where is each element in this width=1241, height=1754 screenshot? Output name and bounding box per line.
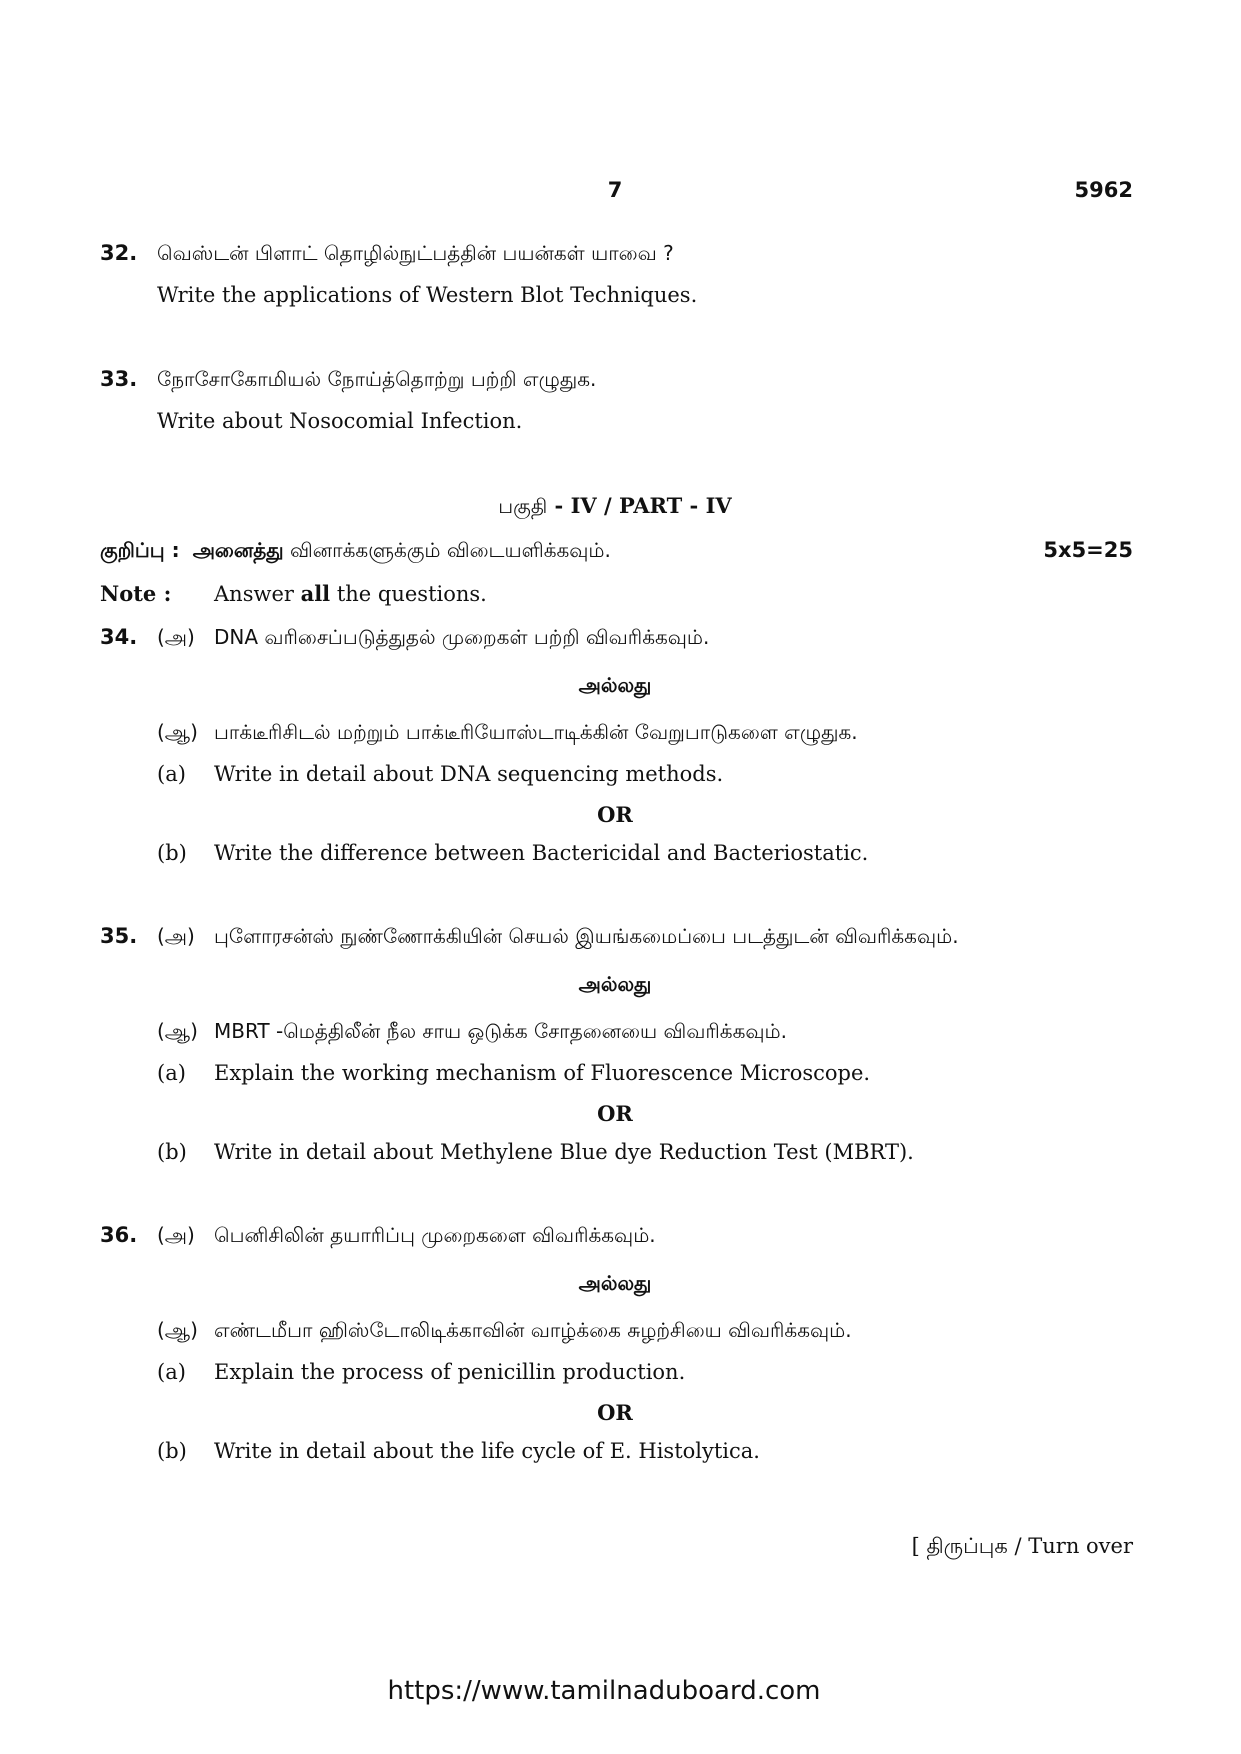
option-label-tamil: (அ) [157,924,195,948]
note-label-english: Note : [100,581,172,606]
option-label-tamil: (ஆ) [157,720,198,744]
or-english: OR [597,802,633,827]
note-label-tamil: குறிப்பு : [100,538,180,562]
option-label-tamil: (அ) [157,1223,195,1247]
or-english: OR [597,1101,633,1126]
question-32-tamil: வெஸ்டன் பிளாட் தொழில்நுட்பத்தின் பயன்கள் யாவை ? [157,241,674,265]
question-34b-english: Write the difference between Bactericidal and Bacteriostatic. [214,841,869,865]
note-tamil [100,538,611,565]
or-tamil: அல்லது [578,673,652,697]
question-36b-english: Write in detail about the life cycle of E. Histolytica. [214,1439,760,1463]
question-35b-tamil: MBRT -மெத்திலீன் நீல சாய ஒடுக்க சோதனையை விவரிக்கவும். [214,1019,787,1043]
paper-code: 5962 [1074,178,1133,202]
part-heading-english: IV / PART - IV [570,493,732,518]
question-number: 34. [100,625,138,649]
question-number: 33. [100,367,138,391]
question-33-english: Write about Nosocomial Infection. [157,409,523,433]
source-url[interactable]: https://www.tamilnaduboard.com [387,1676,821,1706]
option-label: (a) [157,762,186,786]
or-tamil: அல்லது [578,972,652,996]
question-36b-tamil: எண்டமீபா ஹிஸ்டோலிடிக்காவின் வாழ்க்கை சுழற்சியை விவரிக்கவும். [214,1318,852,1342]
question-32-english: Write the applications of Western Blot Techniques. [157,283,698,307]
option-label: (b) [157,1140,187,1164]
option-label-tamil: (ஆ) [157,1318,198,1342]
option-label-tamil: (அ) [157,625,195,649]
note-english [214,581,487,606]
note-bold-tamil: அனைத்து [192,538,284,562]
option-label: (b) [157,1439,187,1463]
note-rest-tamil: வினாக்களுக்கும் விடையளிக்கவும். [283,538,611,562]
note-post: the questions. [330,582,487,606]
page-number: 7 [607,178,623,202]
question-35a-tamil: புளோரசன்ஸ் நுண்ணோக்கியின் செயல் இயங்கமைப்பை படத்துடன் விவரிக்கவும். [214,924,959,948]
question-34b-tamil: பாக்டீரிசிடல் மற்றும் பாக்டீரியோஸ்டாடிக்கின் வேறுபாடுகளை எழுதுக. [214,720,858,744]
marks-scheme: 5x5=25 [1043,538,1133,562]
question-34a-english: Write in detail about DNA sequencing methods. [214,762,724,786]
question-36a-english: Explain the process of penicillin production. [214,1360,686,1384]
question-35a-english: Explain the working mechanism of Fluorescence Microscope. [214,1061,871,1085]
part-heading-separator: - [547,493,571,518]
part-heading [498,493,731,521]
option-label: (a) [157,1360,186,1384]
option-label: (a) [157,1061,186,1085]
or-english: OR [597,1400,633,1425]
question-35b-english: Write in detail about Methylene Blue dye Reduction Test (MBRT). [214,1140,914,1164]
question-34a-tamil: DNA வரிசைப்படுத்துதல் முறைகள் பற்றி விவரிக்கவும். [214,625,710,649]
note-all: all [300,581,331,606]
turn-over: [ திருப்புக / Turn over [911,1534,1133,1558]
option-label-tamil: (ஆ) [157,1019,198,1043]
question-number: 32. [100,241,138,265]
option-label: (b) [157,841,187,865]
or-tamil: அல்லது [578,1271,652,1295]
part-heading-tamil: பகுதி [498,494,548,518]
question-33-tamil: நோசோகோமியல் நோய்த்தொற்று பற்றி எழுதுக. [157,367,597,391]
question-36a-tamil: பெனிசிலின் தயாரிப்பு முறைகளை விவரிக்கவும். [214,1223,656,1247]
question-number: 35. [100,924,138,948]
question-number: 36. [100,1223,138,1247]
note-pre: Answer [214,582,301,606]
